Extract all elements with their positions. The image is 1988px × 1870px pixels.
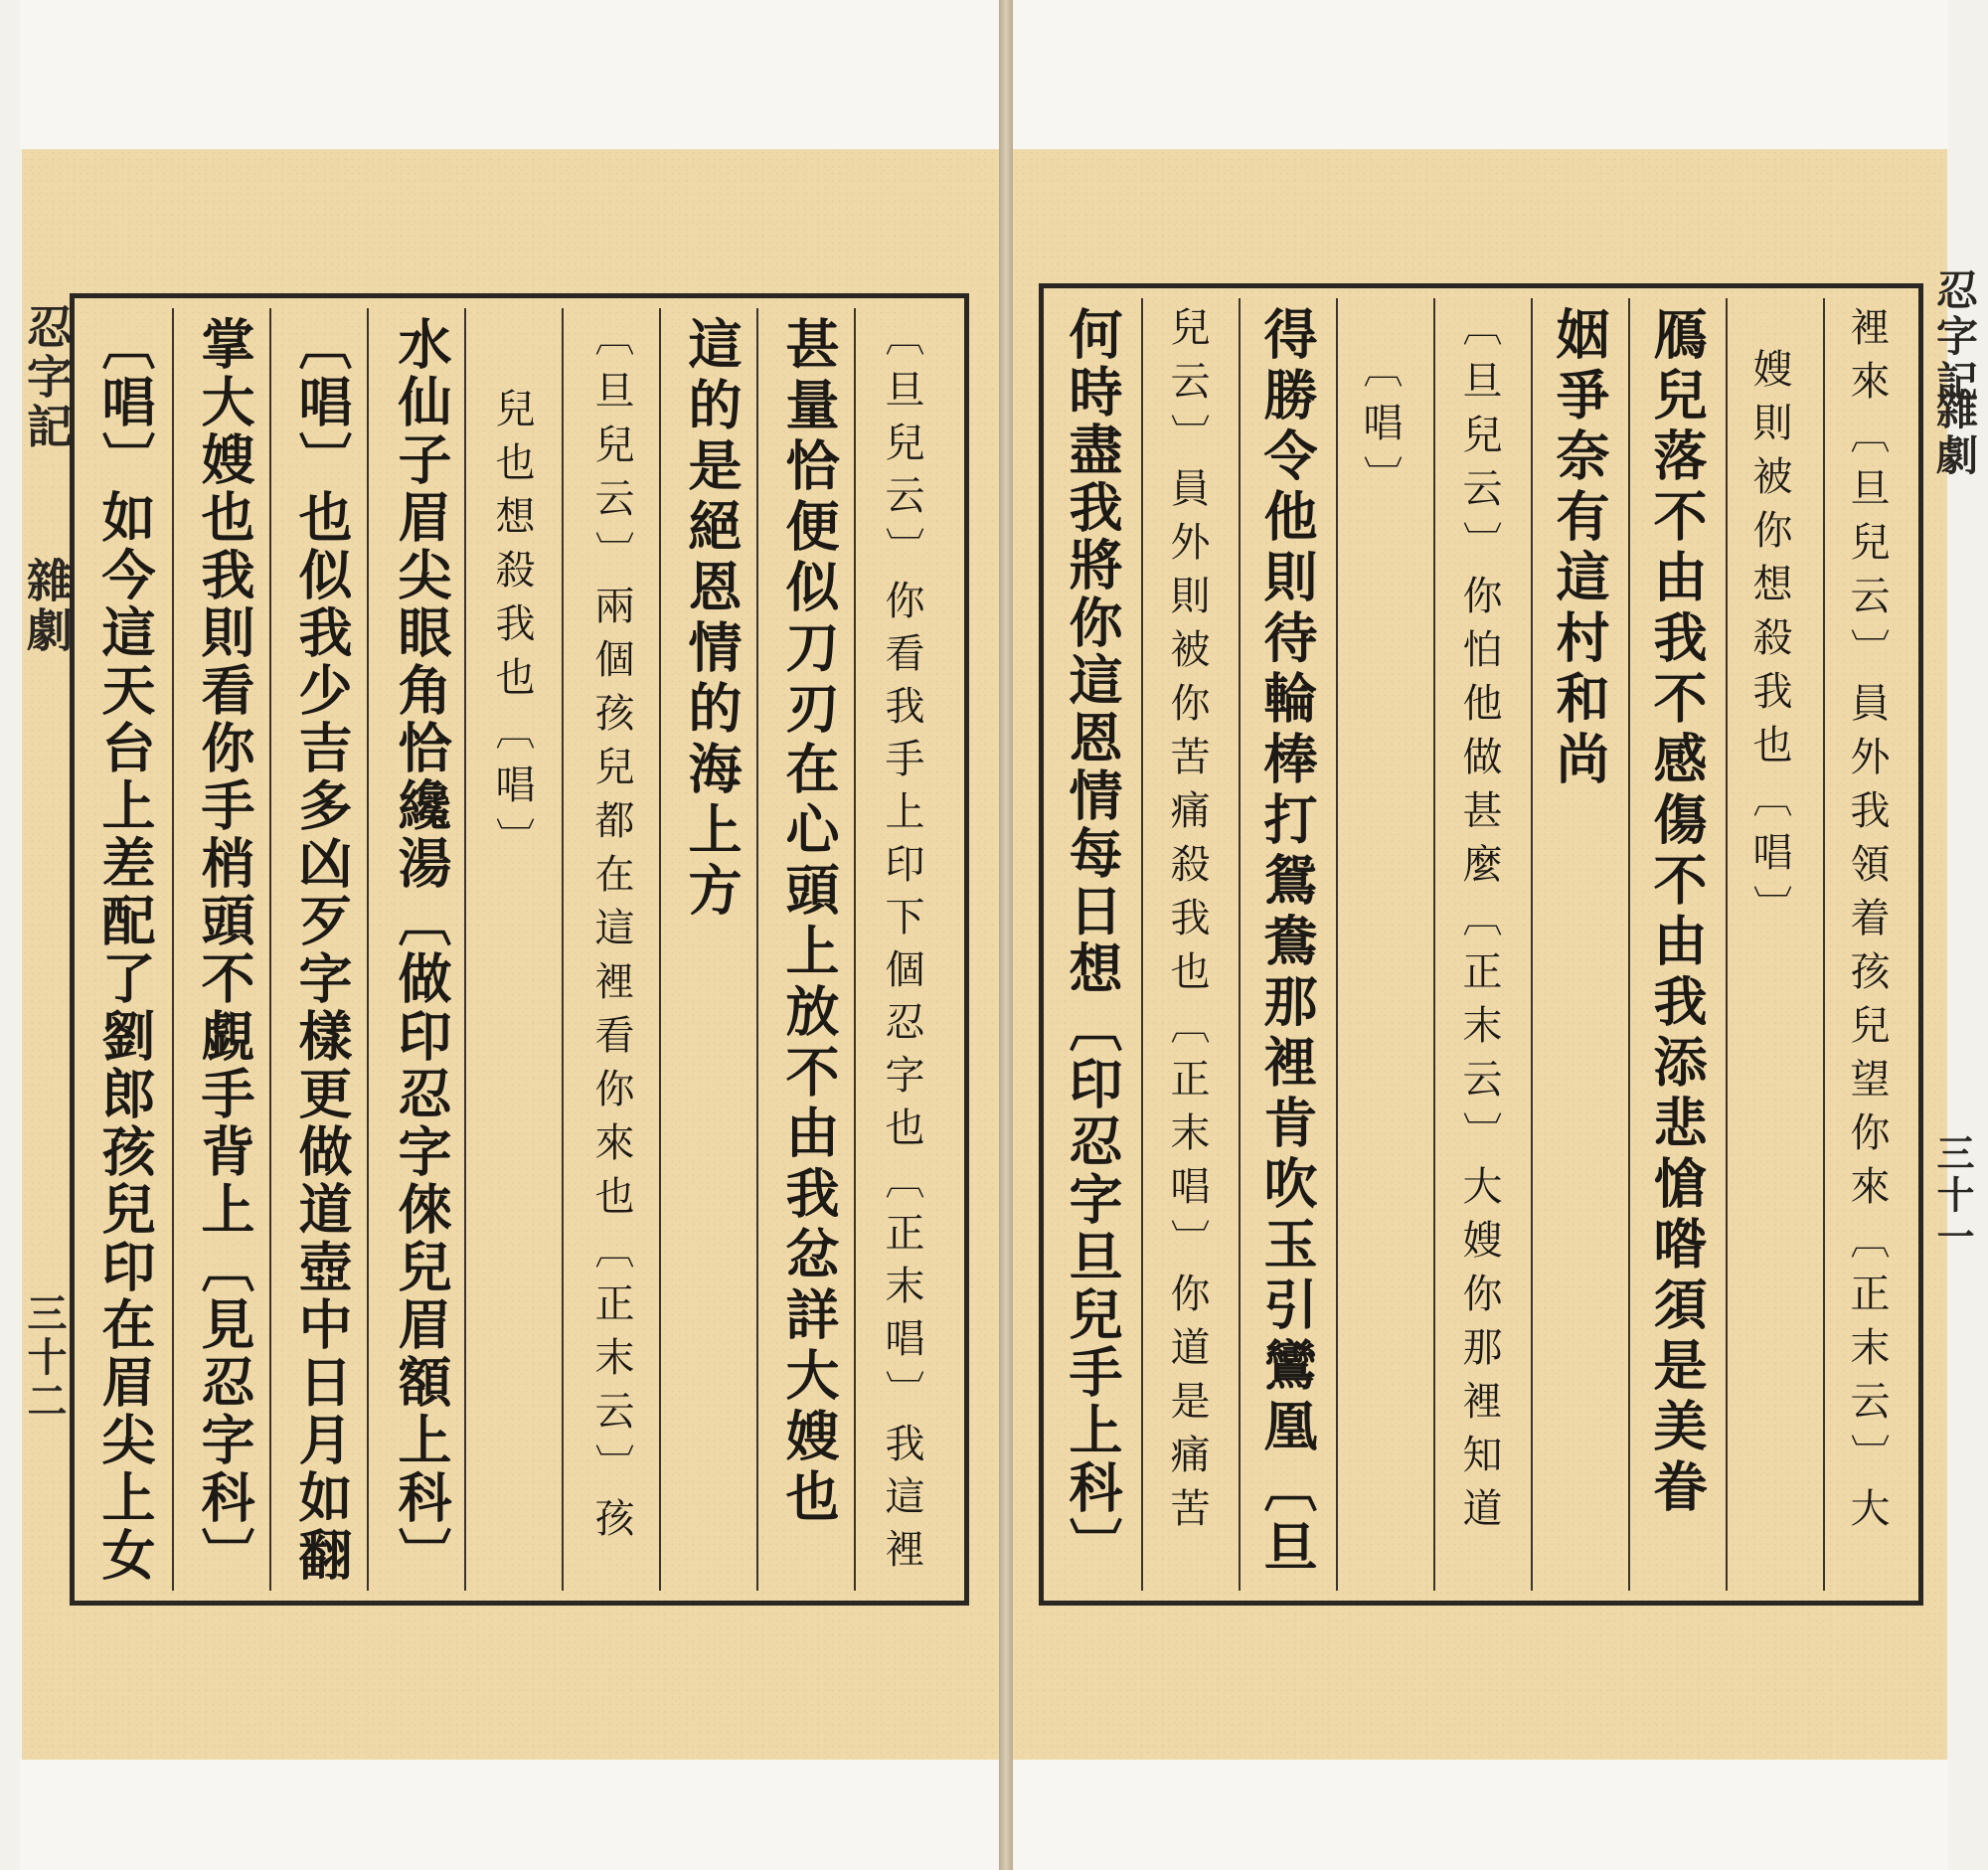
column-rule [1628,298,1630,1591]
right-column-1: 裡來〔旦兒云〕員外我領着孩兒望你來〔正末云〕大 [1844,306,1890,1541]
left-column-3: 這的是絕恩情的海上方 [680,316,744,923]
column-rule [1239,298,1241,1591]
column-rule [1823,298,1825,1591]
left-column-5: 兒也想殺我也〔唱〕 [489,388,535,871]
left-column-4: 〔旦兒云〕兩個孩兒都在這裡看你來也〔正末云〕孩 [588,316,634,1551]
column-rule [464,308,466,1591]
right-margin-page-number: 三十一 [1930,1133,1975,1259]
left-margin-title: 忍字記 [20,303,74,452]
right-column-9: 何時盡我將你這恩情每日想〔印忍字旦兒手上科〕 [1061,306,1124,1575]
right-column-4: 姻爭奈有這村和尚 [1548,306,1611,791]
left-column-8: 掌大嫂也我則看你手梢頭不覷手背上〔見忍字科〕 [193,316,256,1585]
column-rule [367,308,369,1591]
column-rule [659,308,661,1591]
right-column-8: 兒云〕員外則被你苦痛殺我也〔正末唱〕你道是痛苦 [1164,306,1210,1541]
right-margin-genre: 雜劇 [1930,388,1979,479]
left-column-1: 〔旦兒云〕你看我手上印下個忍字也〔正末唱〕我這裡 [879,316,924,1581]
left-text-frame [70,293,969,1606]
left-column-2: 甚量恰便似刀刃在心頭上放不由我忿詳大嫂也 [777,316,841,1529]
column-rule [172,308,174,1591]
column-rule [269,308,271,1591]
right-text-frame [1039,283,1923,1606]
column-rule [1336,298,1338,1591]
column-rule [562,308,564,1591]
right-margin-title: 忍字記 [1930,268,1979,406]
left-column-7: 〔唱〕也似我少吉多凶歹字樣更做道壺中日月如翻 [290,316,354,1585]
left-column-9: 〔唱〕如今這天台上差配了劉郎孩兒印在眉尖上女 [93,316,157,1585]
right-column-6: 〔唱〕 [1357,348,1403,509]
left-margin-genre: 雜劇 [20,557,74,656]
page-edge-bottom [20,1760,1948,1870]
column-rule [1531,298,1533,1591]
column-rule [1141,298,1143,1591]
right-column-7: 得勝令他則待輪棒打鴛鴦那裡肯吹玉引鸞凰〔旦 [1255,306,1319,1580]
book-gutter [999,0,1013,1870]
right-column-5: 〔旦兒云〕你怕他做甚麼〔正末云〕大嫂你那裡知道 [1456,306,1502,1541]
column-rule [756,308,758,1591]
page-edge-top [20,0,1948,149]
column-rule [1433,298,1435,1591]
right-column-2: 嫂則被你想殺我也〔唱〕 [1746,348,1792,938]
left-column-6: 水仙子眉尖眼角恰纔湯〔做印忍字倈兒眉額上科〕 [390,316,453,1585]
right-column-3: 鴈兒落不由我不感傷不由我添悲愴喒須是美眷 [1645,306,1709,1519]
column-rule [854,308,856,1591]
left-margin-page-number: 三十二 [21,1292,68,1424]
column-rule [1726,298,1728,1591]
